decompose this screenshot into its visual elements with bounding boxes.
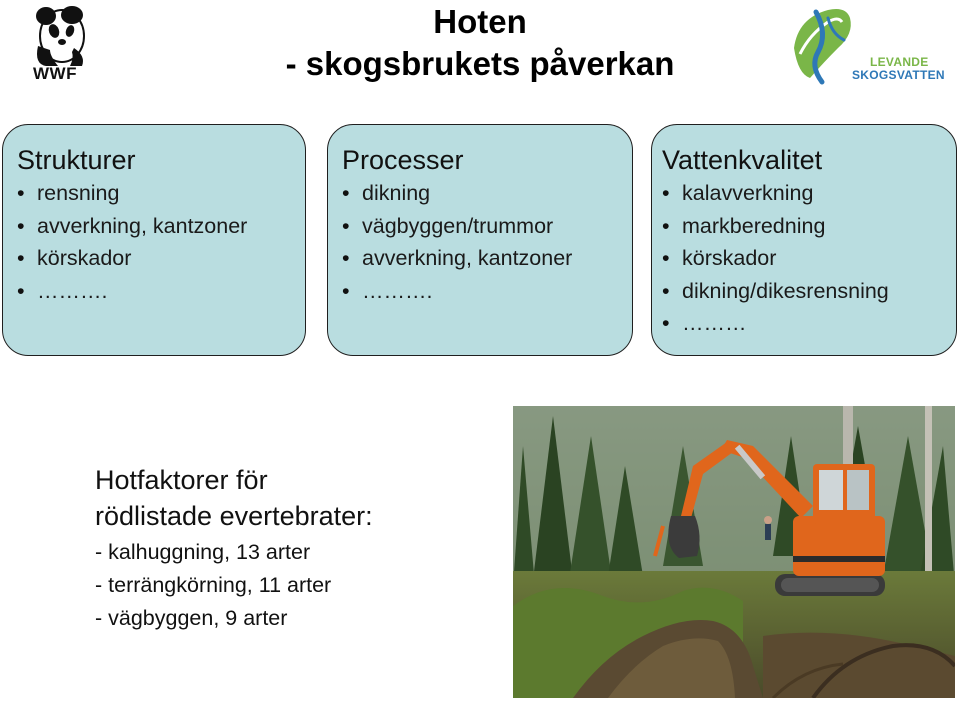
list-item: • avverkning, kantzoner bbox=[342, 242, 632, 275]
page-title-line2: - skogsbrukets påverkan bbox=[285, 45, 675, 82]
list-item: • ………. bbox=[17, 275, 305, 308]
list-item: • körskador bbox=[17, 242, 305, 275]
box-strukturer bbox=[2, 124, 306, 356]
list-item: • körskador bbox=[662, 242, 956, 275]
box-processer bbox=[327, 124, 633, 356]
list-item: • dikning bbox=[342, 177, 632, 210]
box-title: Vattenkvalitet bbox=[662, 145, 823, 175]
page-title bbox=[200, 2, 760, 86]
hotfaktorer-list bbox=[95, 536, 373, 635]
list-item: • ……… bbox=[662, 307, 956, 340]
box-title: Strukturer bbox=[17, 145, 136, 175]
list-item: - vägbyggen, 9 arter bbox=[95, 606, 288, 630]
hotfaktorer-heading-line2: rödlistade evertebrater: bbox=[95, 501, 373, 531]
hotfaktorer-heading-line1: Hotfaktorer för bbox=[95, 465, 268, 495]
list-item: - kalhuggning, 13 arter bbox=[95, 540, 311, 564]
levande-logo-text: LEVANDE bbox=[870, 55, 929, 69]
bullet-list bbox=[662, 177, 956, 340]
box-vattenkvalitet bbox=[651, 124, 957, 356]
list-item: • vägbyggen/trummor bbox=[342, 210, 632, 243]
list-item: • kalavverkning bbox=[662, 177, 956, 210]
box-title: Processer bbox=[342, 145, 464, 175]
wwf-logo-text: WWF bbox=[33, 64, 77, 83]
list-item: • markberedning bbox=[662, 210, 956, 243]
bullet-list bbox=[342, 177, 632, 307]
hotfaktorer-section bbox=[95, 462, 373, 635]
excavator-in-forest-stream-photo bbox=[513, 406, 955, 698]
skogsvatten-logo-text: SKOGSVATTEN bbox=[852, 68, 945, 82]
page-title-line1: Hoten bbox=[433, 3, 527, 40]
list-item: • rensning bbox=[17, 177, 305, 210]
list-item: - terrängkörning, 11 arter bbox=[95, 573, 332, 597]
list-item: • ………. bbox=[342, 275, 632, 308]
list-item: • avverkning, kantzoner bbox=[17, 210, 305, 243]
list-item: • dikning/dikesrensning bbox=[662, 275, 956, 308]
bullet-list bbox=[17, 177, 305, 307]
